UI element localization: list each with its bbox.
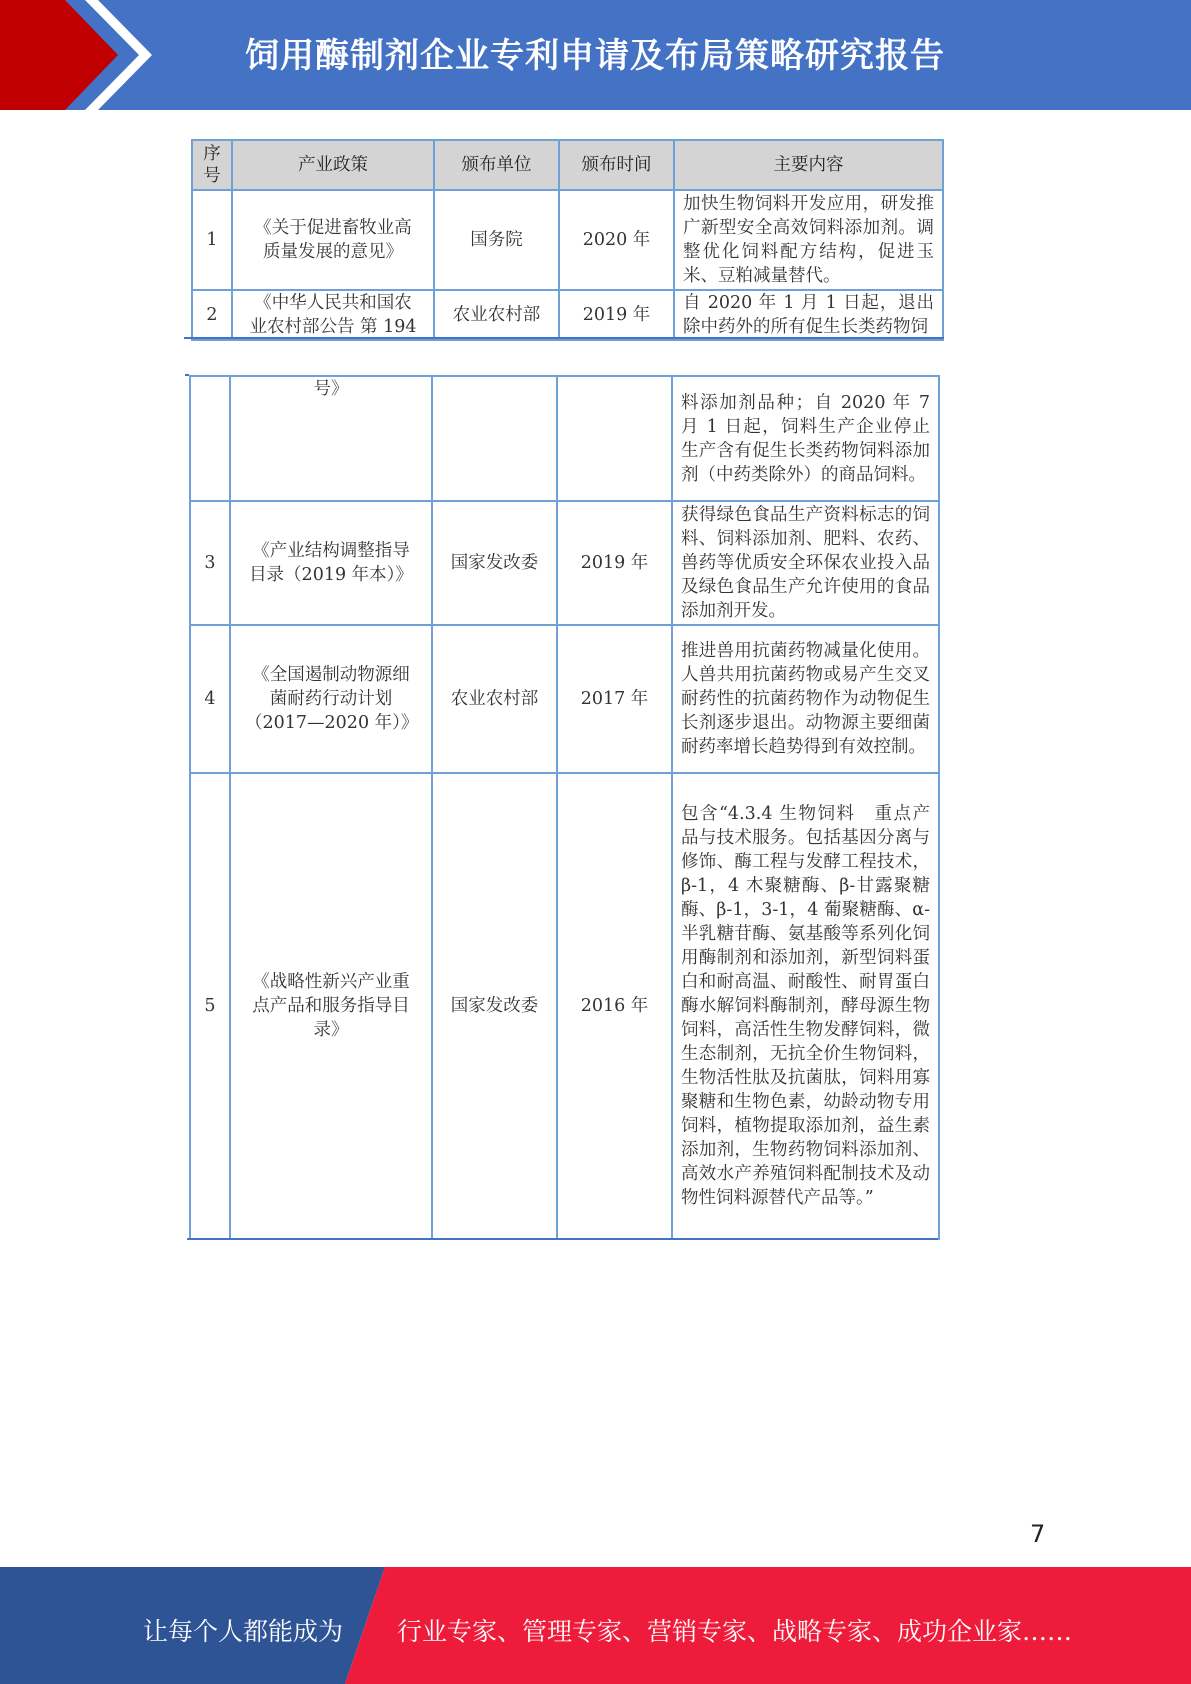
row-year bbox=[557, 376, 672, 501]
row-content: 料添加剂品种；自 2020 年 7 月 1 日起，饲料生产企业停止生产含有促生长类药物饲料添加剂（中药类除外）的商品饲料。 bbox=[672, 376, 939, 501]
row-content: 自 2020 年 1 月 1 日起，退出除中药外的所有促生长类药物饲 bbox=[674, 290, 943, 340]
row-no bbox=[190, 376, 230, 501]
row-no: 3 bbox=[190, 501, 230, 625]
row-content: 包含“4.3.4 生物饲料 重点产品与技术服务。包括基因分离与修饰、酶工程与发酵工程技术，β-1，4 木聚糖酶、β-甘露聚糖酶、β-1，3-1，4 葡聚糖酶、α-半乳糖苷酶、氨基酸等系列化饲用酶制剂和添加剂，新型饲料蛋白和耐高温、耐酸性、耐胃蛋白酶水解饲料酶制剂，酵母源生物饲料，高活性生物发酵饲料，微生态制剂，无抗全价生物饲料，生物活性肽及抗菌肽，饲料用寡聚糖和生物色素，幼龄动物专用饲料，植物提取添加剂，益生素添加剂，生物药物饲料添加剂、高效水产养殖饲料配制技术及动物性饲料源替代产品等。” bbox=[672, 773, 939, 1239]
page-number: 7 bbox=[1030, 1520, 1046, 1548]
row-issuer: 国家发改委 bbox=[432, 501, 557, 625]
row-issuer: 农业农村部 bbox=[434, 290, 559, 340]
header-arrow-decoration bbox=[0, 0, 160, 110]
table-bottom-rule bbox=[184, 337, 944, 339]
table-top-rule bbox=[185, 374, 189, 376]
row-content: 加快生物饲料开发应用，研发推广新型安全高效饲料添加剂。调整优化饲料配方结构，促进玉米、豆粕减量替代。 bbox=[674, 190, 943, 290]
row-policy: 《关于促进畜牧业高质量发展的意见》 bbox=[232, 190, 434, 290]
table-header-row bbox=[192, 140, 943, 190]
row-policy: 《中华人民共和国农业农村部公告 第 194 bbox=[232, 290, 434, 340]
table-bottom-rule bbox=[187, 1238, 938, 1240]
row-content: 获得绿色食品生产资料标志的饲料、饲料添加剂、肥料、农药、兽药等优质安全环保农业投入品及绿色食品生产允许使用的食品添加剂开发。 bbox=[672, 501, 939, 625]
header-year: 颁布时间 bbox=[559, 140, 674, 190]
footer-slogan-left: 让每个人都能成为 bbox=[143, 1617, 344, 1646]
row-year: 2019 年 bbox=[559, 290, 674, 340]
header-policy: 产业政策 bbox=[232, 140, 434, 190]
row-no: 2 bbox=[192, 290, 232, 340]
report-title: 饲用酶制剂企业专利申请及布局策略研究报告 bbox=[245, 36, 945, 76]
policy-table-part-2 bbox=[189, 375, 940, 1240]
row-no: 4 bbox=[190, 625, 230, 773]
footer-slogan-right: 行业专家、管理专家、营销专家、战略专家、成功企业家…… bbox=[397, 1617, 1073, 1646]
table-row bbox=[192, 190, 943, 290]
row-policy: 《产业结构调整指导目录（2019 年本）》 bbox=[230, 501, 432, 625]
row-no: 5 bbox=[190, 773, 230, 1239]
table-row bbox=[190, 773, 939, 1239]
row-issuer: 国务院 bbox=[434, 190, 559, 290]
table-row bbox=[190, 376, 939, 501]
header-issuer: 颁布单位 bbox=[434, 140, 559, 190]
policy-table-part-1 bbox=[191, 139, 944, 341]
row-policy: 《全国遏制动物源细菌耐药行动计划（2017—2020 年）》 bbox=[230, 625, 432, 773]
row-policy: 号》 bbox=[230, 376, 432, 501]
header-no: 序号 bbox=[192, 140, 232, 190]
row-issuer: 国家发改委 bbox=[432, 773, 557, 1239]
row-content: 推进兽用抗菌药物减量化使用。人兽共用抗菌药物或易产生交叉耐药性的抗菌药物作为动物促生长剂逐步退出。动物源主要细菌耐药率增长趋势得到有效控制。 bbox=[672, 625, 939, 773]
page-header bbox=[0, 0, 1191, 110]
row-no: 1 bbox=[192, 190, 232, 290]
row-year: 2017 年 bbox=[557, 625, 672, 773]
table-row bbox=[190, 501, 939, 625]
table-row bbox=[190, 625, 939, 773]
row-year: 2019 年 bbox=[557, 501, 672, 625]
row-policy: 《战略性新兴产业重点产品和服务指导目录》 bbox=[230, 773, 432, 1239]
header-content: 主要内容 bbox=[674, 140, 943, 190]
row-issuer bbox=[432, 376, 557, 501]
row-year: 2016 年 bbox=[557, 773, 672, 1239]
row-year: 2020 年 bbox=[559, 190, 674, 290]
row-issuer: 农业农村部 bbox=[432, 625, 557, 773]
table-row bbox=[192, 290, 943, 340]
